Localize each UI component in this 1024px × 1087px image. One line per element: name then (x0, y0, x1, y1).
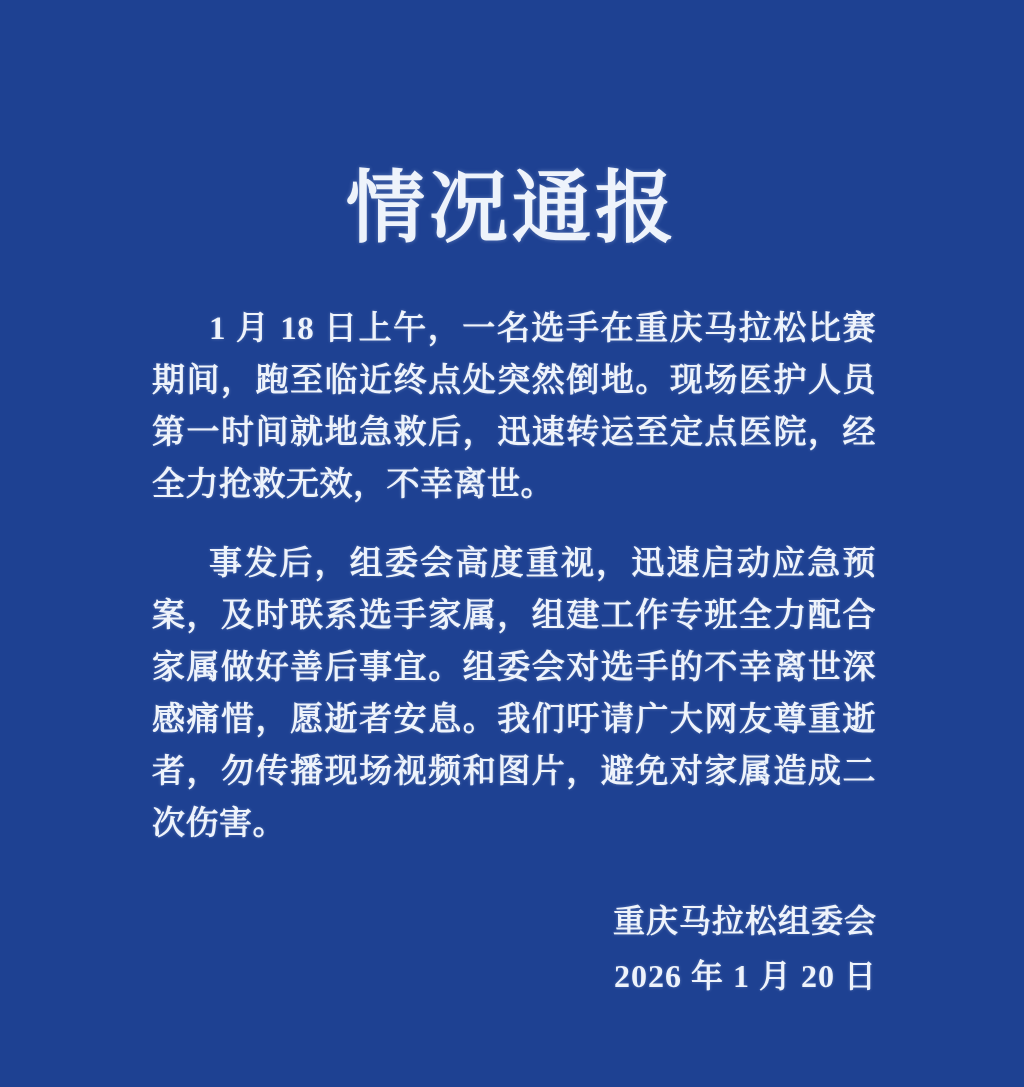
notice-paragraph-incident: 1 月 18 日上午，一名选手在重庆马拉松比赛期间，跑至临近终点处突然倒地。现场医护人员第一时间就地急救后，迅速转运至定点医院，经全力抢救无效，不幸离世。 (152, 311, 876, 503)
signature-block (0, 894, 877, 1004)
notice-paragraph-response: 事发后，组委会高度重视，迅速启动应急预案，及时联系选手家属，组建工作专班全力配合家属做好善后事宜。组委会对选手的不幸离世深感痛惜，愿逝者安息。我们吁请广大网友尊重逝者，勿传播现场视频和图片，避免对家属造成二次伤害。 (152, 546, 876, 842)
notice-signature: 重庆马拉松组委会 (612, 903, 877, 939)
notice-title: 情况通报 (346, 166, 678, 253)
notice-date: 2026 年 1 月 20 日 (613, 958, 877, 994)
notice-body (152, 303, 876, 850)
